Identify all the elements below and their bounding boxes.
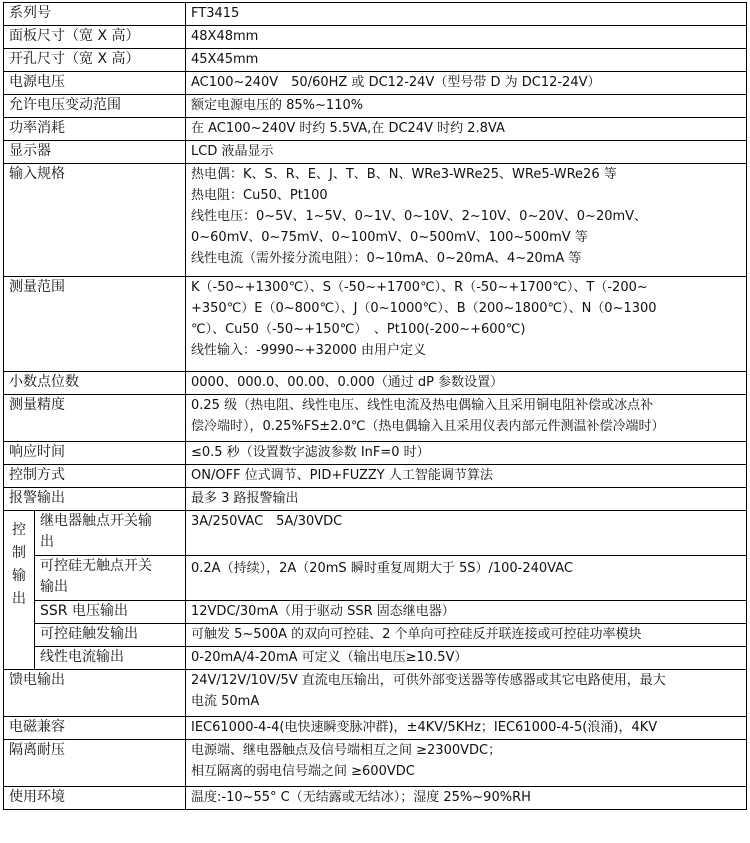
- row-value: 在 AC100~240V 时约 5.5VA,在 DC24V 时约 2.8VA: [186, 118, 747, 141]
- row-value: 热电偶：K、S、R、E、J、T、B、N、WRe3-WRe25、WRe5-WRe26 等 热电阻：Cu50、Pt100 线性电压：0~5V、1~5V、0~1V、0~10V、2~10V、0~20V、0~20mV、 0~60mV、0~75mV、0~100mV、0~500mV、100~500mV 等 线性电流（需外接分流电阻）：0~10mA、0~20mA、4~20mA 等: [186, 164, 747, 277]
- row-value: LCD 液晶显示: [186, 141, 747, 164]
- spec-row-scr-trigger-output: [4, 624, 747, 647]
- row-label: 馈电输出: [4, 670, 186, 717]
- spec-row-cutout-size: [4, 49, 747, 72]
- row-value: FT3415: [186, 3, 747, 26]
- spec-row-panel-size: [4, 26, 747, 49]
- sub-label: 线性电流输出: [35, 647, 186, 670]
- spec-row-input-spec: [4, 164, 747, 277]
- spec-row-isolation-voltage: [4, 740, 747, 787]
- row-label: 测量精度: [4, 395, 186, 442]
- row-value: 0000、000.0、00.00、0.000（通过 dP 参数设置）: [186, 372, 747, 395]
- spec-row-response-time: [4, 442, 747, 465]
- control-output-group-label: 控 制 输 出: [4, 511, 35, 670]
- spec-row-accuracy: [4, 395, 747, 442]
- row-value: 3A/250VAC 5A/30VDC: [186, 511, 747, 556]
- row-label: 电磁兼容: [4, 717, 186, 740]
- spec-row-linear-current-output: [4, 647, 747, 670]
- spec-row-voltage-range: [4, 95, 747, 118]
- spec-row-control-mode: [4, 465, 747, 488]
- row-value: 0.2A（持续），2A（20mS 瞬时重复周期大于 5S）/100-240VAC: [186, 556, 747, 601]
- sub-label: 继电器触点开关输 出: [35, 511, 186, 556]
- row-label: 电源电压: [4, 72, 186, 95]
- row-label: 允许电压变动范围: [4, 95, 186, 118]
- row-label: 系列号: [4, 3, 186, 26]
- row-value: ≤0.5 秒（设置数字滤波参数 InF=0 时）: [186, 442, 747, 465]
- row-value: IEC61000-4-4(电快速瞬变脉冲群)，±4KV/5KHz；IEC61000-4-5(浪涌)，4KV: [186, 717, 747, 740]
- spec-row-series: [4, 3, 747, 26]
- row-label: 显示器: [4, 141, 186, 164]
- spec-row-display: [4, 141, 747, 164]
- row-value: 12VDC/30mA（用于驱动 SSR 固态继电器）: [186, 601, 747, 624]
- spec-row-measure-range: [4, 277, 747, 372]
- row-value: 45X45mm: [186, 49, 747, 72]
- spec-row-decimal-places: [4, 372, 747, 395]
- spec-row-scr-contactless-output: [4, 556, 747, 601]
- sub-label: 可控硅无触点开关 输出: [35, 556, 186, 601]
- row-label: 测量范围: [4, 277, 186, 372]
- row-label: 报警输出: [4, 488, 186, 511]
- row-value: K（-50~+1300℃）、S（-50~+1700℃）、R（-50~+1700℃）、T（-200~ +350℃）E（0~800℃）、J（0~1000℃）、B（200~1800℃）、N（0~1300 ℃）、Cu50（-50~+150℃） 、Pt100(-200~+600℃) 线性输入：-9990~+32000 由用户定义: [186, 277, 747, 372]
- spec-row-power-consumption: [4, 118, 747, 141]
- spec-row-ssr-output: [4, 601, 747, 624]
- row-label: 控制方式: [4, 465, 186, 488]
- row-value: 温度:-10~55° C（无结露或无结冰）；湿度 25%~90%RH: [186, 787, 747, 810]
- row-label: 开孔尺寸（宽 X 高）: [4, 49, 186, 72]
- row-label: 小数点位数: [4, 372, 186, 395]
- spec-row-alarm-output: [4, 488, 747, 511]
- row-value: 可触发 5~500A 的双向可控硅、2 个单向可控硅反并联连接或可控硅功率模块: [186, 624, 747, 647]
- spec-row-relay-output: [4, 511, 747, 556]
- row-label: 输入规格: [4, 164, 186, 277]
- row-value: 0.25 级（热电阻、线性电压、线性电流及热电偶输入且采用铜电阻补偿或冰点补 偿冷端时），0.25%FS±2.0℃（热电偶输入且采用仪表内部元件测温补偿冷端时）: [186, 395, 747, 442]
- row-value: 48X48mm: [186, 26, 747, 49]
- row-label: 功率消耗: [4, 118, 186, 141]
- row-value: 24V/12V/10V/5V 直流电压输出，可供外部变送器等传感器或其它电路使用，最大 电流 50mA: [186, 670, 747, 717]
- sub-label: SSR 电压输出: [35, 601, 186, 624]
- row-label: 面板尺寸（宽 X 高）: [4, 26, 186, 49]
- row-value: 0-20mA/4-20mA 可定义（输出电压≥10.5V）: [186, 647, 747, 670]
- spec-row-feed-output: [4, 670, 747, 717]
- spec-row-supply-voltage: [4, 72, 747, 95]
- spec-row-emc: [4, 717, 747, 740]
- spec-table: [3, 2, 747, 810]
- row-value: AC100~240V 50/60HZ 或 DC12-24V（型号带 D 为 DC12-24V）: [186, 72, 747, 95]
- row-value: 最多 3 路报警输出: [186, 488, 747, 511]
- row-value: ON/OFF 位式调节、PID+FUZZY 人工智能调节算法: [186, 465, 747, 488]
- row-label: 响应时间: [4, 442, 186, 465]
- row-value: 电源端、继电器触点及信号端相互之间 ≥2300VDC； 相互隔离的弱电信号端之间 ≥600VDC: [186, 740, 747, 787]
- row-value: 额定电源电压的 85%~110%: [186, 95, 747, 118]
- row-label: 隔离耐压: [4, 740, 186, 787]
- sub-label: 可控硅触发输出: [35, 624, 186, 647]
- spec-row-environment: [4, 787, 747, 810]
- row-label: 使用环境: [4, 787, 186, 810]
